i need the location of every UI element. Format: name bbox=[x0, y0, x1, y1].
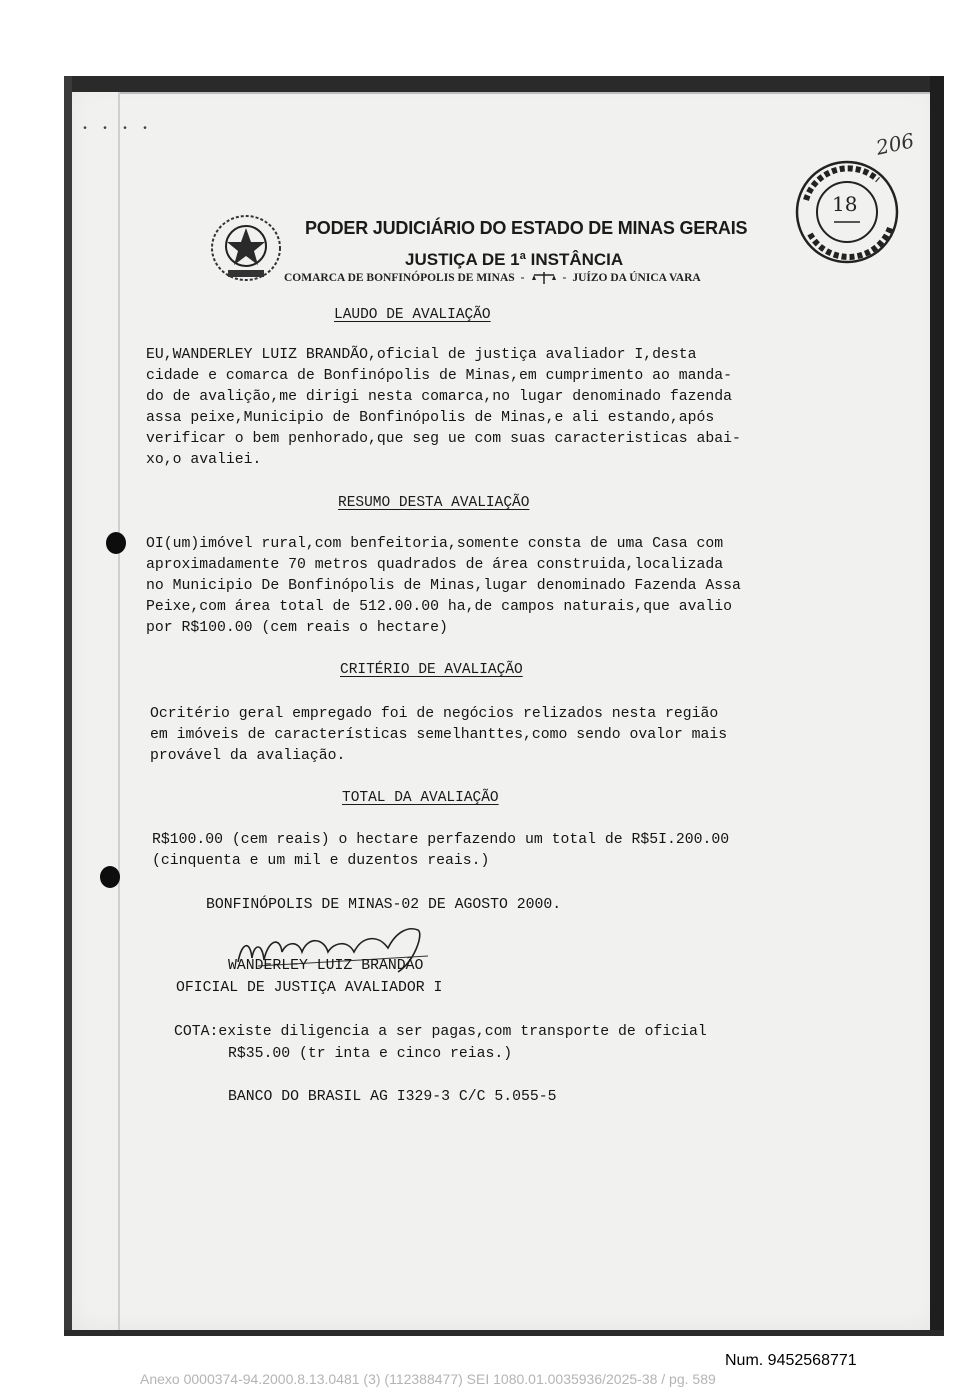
stamp-number: 18 bbox=[832, 192, 858, 216]
bank-info: BANCO DO BRASIL AG I329-3 C/C 5.055-5 bbox=[228, 1089, 557, 1105]
punch-hole-top bbox=[106, 532, 126, 554]
paper-fold-top bbox=[118, 92, 930, 94]
place-date: BONFINÓPOLIS DE MINAS-02 DE AGOSTO 2000. bbox=[206, 897, 562, 913]
cota-line: COTA:existe diligencia a ser pagas,com transporte de oficial bbox=[174, 1024, 707, 1040]
scan-edge-left bbox=[64, 76, 72, 1336]
laudo-heading: LAUDO DE AVALIAÇÃO bbox=[334, 307, 491, 323]
total-paragraph: R$100.00 (cem reais) o hectare perfazendo um total de R$5I.200.00 (cinquenta e um mil e duzentos reais.) bbox=[152, 832, 730, 869]
intro-paragraph: EU,WANDERLEY LUIZ BRANDÃO,oficial de justiça avaliador I,desta cidade e comarca de Bonfinópolis de Minas,em cumprimento ao manda- do de avalição,me dirigi nesta comarca,no lugar denominado fazenda assa peixe,Municipio de Bonfinópolis de Minas,e ali estando,após verificar o bem penhorado,que seg ue com suas caracteristicas abai- xo,o avaliei. bbox=[146, 347, 741, 468]
criterio-heading: CRITÉRIO DE AVALIAÇÃO bbox=[340, 662, 523, 678]
folio-number: 206 bbox=[873, 128, 917, 160]
header-comarca-line bbox=[284, 272, 784, 284]
scan-speckles: • • • • bbox=[82, 124, 153, 135]
document-reference: Anexo 0000374-94.2000.8.13.0481 (3) (112388477) SEI 1080.01.0035936/2025-38 / pg. 589 bbox=[140, 1371, 716, 1387]
resumo-heading: RESUMO DESTA AVALIAÇÃO bbox=[338, 495, 530, 511]
criterio-paragraph: Ocritério geral empregado foi de negócios relizados nesta região em imóveis de características semelhanttes,como sendo ovalor mais provável da avaliação. bbox=[150, 706, 728, 764]
document-number: Num. 9452568771 bbox=[725, 1352, 857, 1369]
punch-hole-bottom bbox=[100, 866, 120, 888]
scales-of-justice-icon bbox=[531, 272, 557, 284]
paper-fold-left bbox=[118, 92, 120, 1330]
scan-edge-right bbox=[930, 76, 944, 1336]
comarca-label: COMARCA DE BONFINÓPOLIS DE MINAS bbox=[284, 272, 515, 284]
signer-role: OFICIAL DE JUSTIÇA AVALIADOR I bbox=[176, 980, 443, 996]
separator: - bbox=[520, 272, 525, 284]
scan-edge-top bbox=[64, 76, 944, 92]
total-heading: TOTAL DA AVALIAÇÃO bbox=[342, 790, 499, 806]
scan-edge-bottom bbox=[64, 1330, 944, 1336]
resumo-paragraph: OI(um)imóvel rural,com benfeitoria,somente consta de uma Casa com aproximadamente 70 metros quadrados de área construida,localizada no Municipio De Bonfinópolis de Minas,lugar denominado Fazenda Assa Peixe,com área total de 512.00.00 ha,de campos naturais,que avalio por R$100.00 (cem reais o hectare) bbox=[146, 536, 741, 636]
juizo-label: JUÍZO DA ÚNICA VARA bbox=[572, 272, 701, 284]
coat-of-arms-icon bbox=[208, 212, 284, 284]
header-subtitle: JUSTIÇA DE 1ª INSTÂNCIA bbox=[405, 250, 624, 269]
signer-name: WANDERLEY LUIZ BRANDÃO bbox=[228, 958, 424, 974]
header-title: PODER JUDICIÁRIO DO ESTADO DE MINAS GERAIS bbox=[305, 218, 748, 238]
cota-value: R$35.00 (tr inta e cinco reias.) bbox=[228, 1046, 513, 1062]
separator: - bbox=[562, 272, 567, 284]
